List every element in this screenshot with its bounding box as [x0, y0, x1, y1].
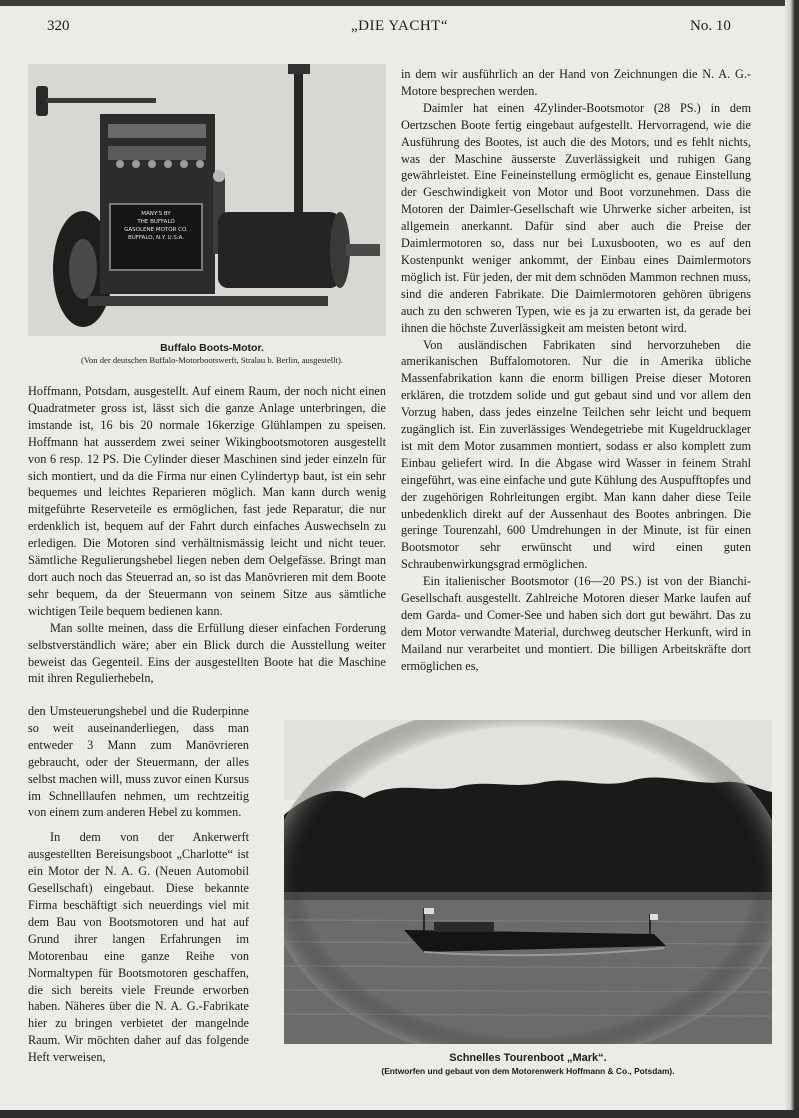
boat-caption-title: Schnelles Tourenboot „Mark“.: [449, 1052, 607, 1064]
paragraph: den Umsteuerungshebel und die Ruderpinne so weit auseinanderliegen, dass man entweder 3 Mann zum Manövrieren gebraucht, oder der Steuermann, der alles selbst machen will, muss zuvor einen Kursus im Schnelllaufen nehmen, um rechtzeitig von einem zum anderen Hebel zu kommen.: [28, 704, 249, 820]
running-title: „DIE YACHT“: [350, 18, 448, 34]
engine-caption: [28, 342, 396, 366]
scan-border-bottom: [0, 1110, 799, 1118]
left-column-lower: [28, 703, 249, 1066]
paragraph: in dem wir ausführlich an der Hand von Zeichnungen die N. A. G.-Motore besprechen werden.: [401, 67, 751, 98]
right-column: [401, 66, 751, 675]
boat-photo: [284, 720, 772, 1044]
paragraph: Ein italienischer Bootsmotor (16—20 PS.) ist von der Bianchi-Gesellschaft ausgestellt. Zahlreiche Motoren dieser Marke laufen auf dem Garda- und Comer-See und haben sich dort gut bewährt. Das zu dem Motor verwandte Material, durchweg deutscher Herkunft, wird in Mailand nur verarbeitet und montiert. Die billigen Arbeitskräfte dort ermöglichen es,: [401, 574, 751, 673]
nameplate-line: GASOLENE MOTOR CO.: [124, 227, 188, 233]
engine-caption-credit: (Von der deutschen Buffalo-Motorbootswerft, Stralau b. Berlin, ausgestellt).: [81, 355, 343, 366]
scan-border-top: [0, 0, 799, 6]
issue-number: No. 10: [690, 18, 731, 34]
nameplate-line: BUFFALO, N.Y. U.S.A.: [127, 235, 185, 241]
boat-caption-credit: (Entworfen und gebaut von dem Motorenwerk Hoffmann & Co., Potsdam).: [381, 1065, 675, 1076]
page-number: 320: [47, 18, 70, 34]
boat-caption: [284, 1052, 772, 1076]
paragraph: Von ausländischen Fabrikaten sind hervorzuheben die amerikanischen Buffalomotoren. Nur die in Amerika übliche Massenfabrikation kann die enorm billigen Preise dieser Motoren erklären, die trotzdem solide und gut gebaut sind und vor allem den Vorzug haben, dass jedes einzelne Teilchen sehr leicht und bequem zugänglich ist. Ein zuverlässiges Wendegetriebe mit Kugeldrucklager ist mit dem Motor zusammen montiert, sodass er also komplett zum Einbau geliefert wird. In die Abgase wird Wasser in feinem Strahl eingeführt, was eine einfache und gute Kühlung des Auspufftopfes und der zugehörigen Rohrleitungen ergibt. Man kann daher diese Teile unbedenklich direkt auf der Aussenhaut des Bootes anbringen. Die geringe Tourenzahl, 600 Umdrehungen in der Minute, ist für einen Bootsmotor sehr erwünscht und wird einen guten Schraubenwirkungsgrad ermöglichen.: [401, 337, 751, 572]
engine-nameplate: [110, 210, 202, 242]
engine-caption-title: Buffalo Boots-Motor.: [160, 342, 264, 354]
scan-border-right: [785, 0, 799, 1118]
engine-photo: [28, 64, 386, 336]
paragraph: Man sollte meinen, dass die Erfüllung dieser einfachen Forderung selbstverständlich wäre; aber ein Blick durch die Ausstellung weiter beweist das Gegenteil. Eins der ausgestellten Boote hat die Maschine mit ihren Regulierhebeln,: [28, 620, 386, 686]
nameplate-line: THE BUFFALO: [137, 219, 175, 225]
paragraph: Hoffmann, Potsdam, ausgestellt. Auf einem Raum, der noch nicht einen Quadratmeter gross ist, lässt sich die ganze Anlage unterbringen, die imstande ist, 16 bis 20 normale 16kerzige Glühlampen zu speisen. Hoffmann hat ausserdem zwei seiner Wikingbootsmotoren ausgestellt von 6 resp. 12 PS. Die Cylinder dieser Maschinen sind jeder einzeln für sich montiert, und da die Firma nur einen Cylindertyp baut, ist ein sehr bequemes und leichtes Reparieren möglich. Man kann durch wenig mitgeführte Reserveteile es ermöglichen, fast jede Reparatur, die nur erdenklich ist, bequem auf der Fahrt durch einfaches Auswechseln zu erledigen. Die Motoren sind verhältnismässig leicht und nicht teuer. Sämtliche Regulierungshebel liegen neben dem Oelgefässe. Bringt man dort auch noch das Steuerrad an, so ist das Manövrieren mit dem Boote sehr bequem, da der Steuermann von seinem Sitze aus sämtliche wichtigen Teile bequem bedienen kann.: [28, 384, 386, 618]
left-column-upper: [28, 383, 386, 687]
paragraph: Daimler hat einen 4Zylinder-Bootsmotor (28 PS.) in dem Oertzschen Boote fertig eingebaut aufgestellt. Hervorragend, wie die Ausführung des Bootes, ist auch die des Motors, und es fehlt nichts, was der Maschine äusserste Zuverlässigkeit und ruhigen Gang gewährleistet. Eine Feineinstellung ermöglicht es, genaue Einstellung der Geschwindigkeit von Motor und Boot vorzunehmen. Dass die Motoren der Daimler-Gesellschaft wie Uhrwerke sicher arbeiten, ist allgemein anerkannt. Dafür sind aber auch die Preise der Daimlermotoren so, dass nur bei Luxusbooten, wo es auf den Kostenpunkt weniger ankommt, der Einbau eines Daimlermotors möglich ist. Für jeden, der mit dem schnöden Mammon rechnen muss, sind die anderen Fabrikate. Die Daimlermotoren gehören übrigens auch zu den schweren Typen, wie es ja zu erwarten ist, da gerade bei ihnen die höchste Zuverlässigkeit am meisten betont wird.: [401, 100, 751, 335]
page-header: [0, 18, 799, 44]
nameplate-line: MANY'S BY: [141, 211, 171, 217]
paragraph: In dem von der Ankerwerft ausgestellten Bereisungsboot „Charlotte“ ist ein Motor der N. A. G. (Neuen Automobil Gesellschaft) eingebaut. Diese bekannte Firma beschäftigt sich neuerdings viel mit dem Bau von Bootsmotoren und hat auf Grund ihrer langen Erfahrungen im Motorenbau eine ganze Reihe von Normaltypen für Bootsmotoren geschaffen, die sich bereits viele Freunde erworben haben. Näheres über die N. A. G.-Fabrikate hier zu bringen verbietet der mangelnde Raum. Wir möchten daher auf das folgende Heft verweisen,: [28, 830, 249, 1065]
